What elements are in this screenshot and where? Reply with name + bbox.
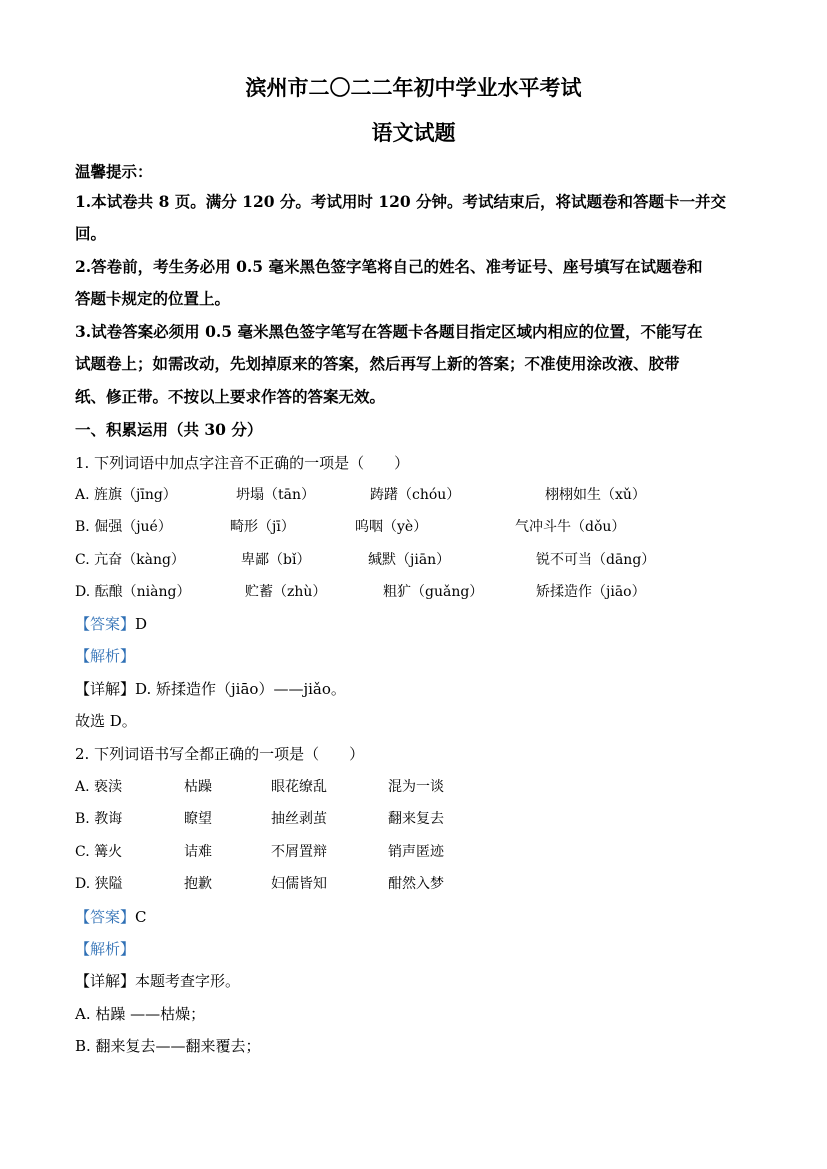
notice-line: 回。: [75, 224, 107, 243]
q2-option-d-word2: 抱歉: [184, 876, 212, 892]
exam-title: 滨州市二〇二二年初中学业水平考试: [245, 75, 582, 100]
q1-option-d-word4: 矫揉造作（jiāo）: [536, 584, 646, 600]
q2-option-c-word1: C. 篝火: [75, 844, 123, 860]
q1-answer: [75, 613, 147, 634]
section-heading: 一、积累运用（共 30 分）: [75, 420, 263, 439]
q2-option-b-word3: 抽丝剥茧: [271, 811, 327, 827]
q2-option-c-word3: 不屑置辩: [271, 844, 327, 860]
q1-conclusion: 故选 D。: [75, 712, 137, 730]
q2-option-b-word2: 瞭望: [184, 811, 212, 827]
q1-option-d-word1: D. 酝酿（niàng）: [75, 584, 191, 600]
question-1-stem: 1. 下列词语中加点字注音不正确的一项是（ ）: [75, 454, 410, 472]
q1-option-c-word1: C. 亢奋（kàng）: [75, 552, 185, 568]
notice-heading: 温馨提示：: [75, 162, 153, 181]
q1-option-c-word3: 缄默（jiān）: [368, 552, 451, 568]
q1-option-a-word3: 踌躇（chóu）: [370, 487, 461, 503]
question-2-stem: 2. 下列词语书写全都正确的一项是（ ）: [75, 745, 365, 763]
q2-option-a-word1: A. 亵渎: [75, 779, 123, 795]
q2-note: B. 翻来复去——翻来覆去；: [75, 1037, 261, 1055]
q2-option-b-word1: B. 教诲: [75, 811, 123, 827]
notice-line: 纸、修正带。不按以上要求作答的答案无效。: [75, 387, 386, 406]
q2-detail: 【详解】本题考查字形。: [75, 972, 241, 990]
notice-line: 试题卷上；如需改动，先划掉原来的答案，然后再写上新的答案；不准使用涂改液、胶带: [75, 354, 680, 373]
q1-detail: 【详解】D. 矫揉造作（jiāo）——jiǎo。: [75, 680, 346, 698]
q2-option-c-word2: 诘难: [184, 844, 212, 860]
q2-note: A. 枯躁 ——枯燥；: [75, 1005, 206, 1023]
q1-option-d-word3: 粗犷（guǎng）: [383, 584, 484, 600]
q1-option-b-word3: 呜咽（yè）: [355, 519, 428, 535]
q1-option-a-word4: 栩栩如生（xǔ）: [545, 487, 646, 503]
answer-label: 【答案】: [75, 615, 136, 633]
q2-option-a-word3: 眼花缭乱: [271, 779, 327, 795]
q1-option-d-word2: 贮蓄（zhù）: [245, 584, 327, 600]
q2-option-b-word4: 翻来复去: [388, 811, 444, 827]
q2-option-d-word1: D. 狭隘: [75, 876, 123, 892]
q2-analysis-label: 【解析】: [75, 940, 136, 958]
q1-option-b-word1: B. 倔强（jué）: [75, 519, 172, 535]
q2-option-a-word4: 混为一谈: [388, 779, 444, 795]
q2-option-d-word3: 妇儒皆知: [271, 876, 327, 892]
answer-value: D: [135, 615, 148, 633]
q1-option-a-word1: A. 旌旗（jīng）: [75, 487, 177, 503]
q2-option-c-word4: 销声匿迹: [388, 844, 444, 860]
notice-line: 1.本试卷共 8 页。满分 120 分。考试用时 120 分钟。考试结束后，将试题卷和答题卡一并交: [75, 192, 727, 211]
exam-subtitle: 语文试题: [371, 120, 456, 145]
q2-answer: [75, 906, 147, 927]
notice-line: 3.试卷答案必须用 0.5 毫米黑色签字笔写在答题卡各题目指定区域内相应的位置，不能写在: [75, 322, 703, 341]
notice-line: 2.答卷前，考生务必用 0.5 毫米黑色签字笔将自己的姓名、准考证号、座号填写在试题卷和: [75, 257, 703, 276]
q2-option-a-word2: 枯躁: [184, 779, 212, 795]
q1-analysis-label: 【解析】: [75, 647, 136, 665]
q2-option-d-word4: 酣然入梦: [388, 876, 444, 892]
q1-option-a-word2: 坍塌（tān）: [236, 487, 315, 503]
q1-option-b-word4: 气冲斗牛（dǒu）: [515, 519, 626, 535]
q1-option-c-word4: 锐不可当（dāng）: [536, 552, 656, 568]
q1-option-b-word2: 畸形（jī）: [230, 519, 295, 535]
answer-label: 【答案】: [75, 908, 136, 926]
answer-value: C: [135, 908, 147, 926]
notice-line: 答题卡规定的位置上。: [75, 289, 231, 308]
q1-option-c-word2: 卑鄙（bǐ）: [241, 552, 311, 568]
